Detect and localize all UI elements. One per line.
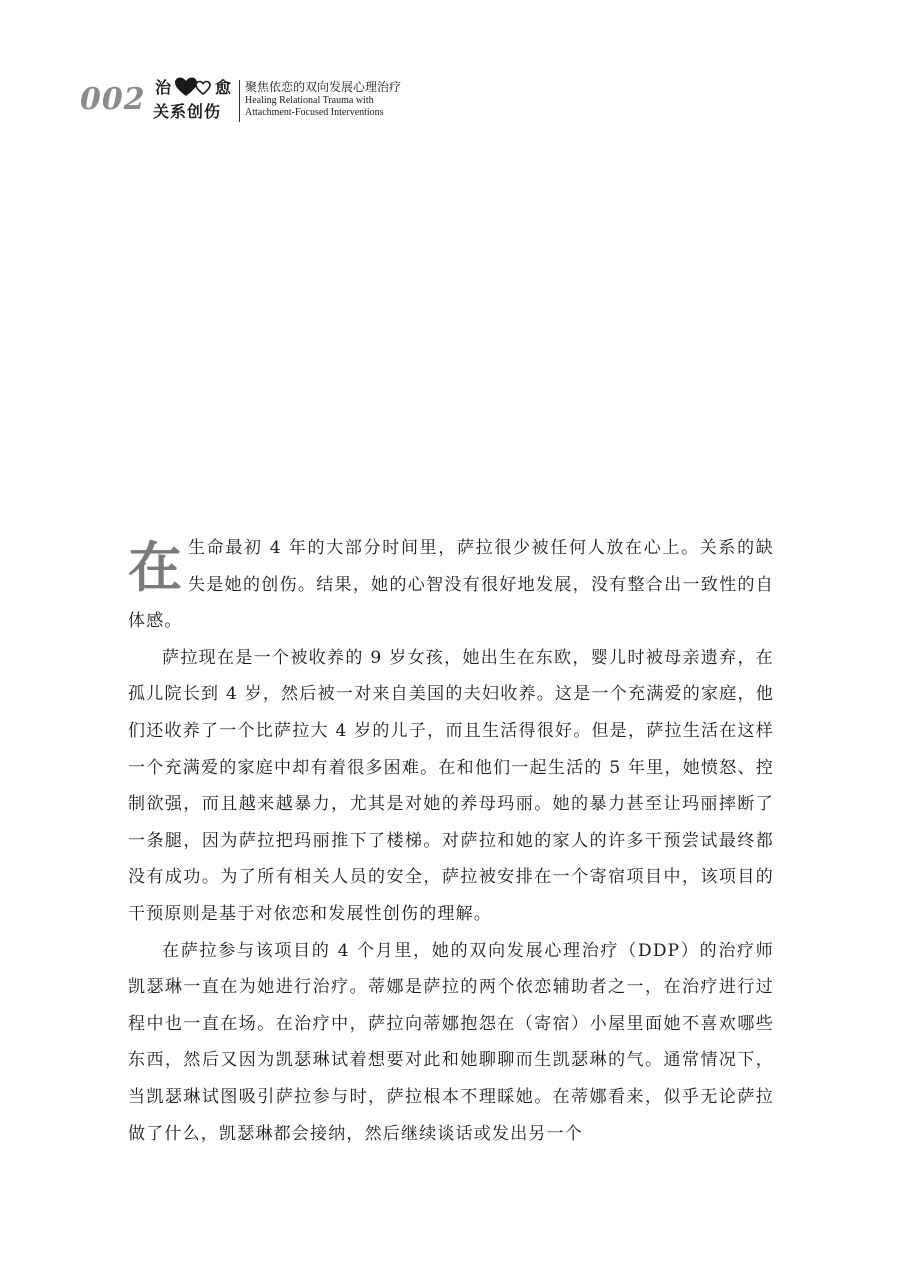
- logo-char-left: 治: [155, 78, 172, 97]
- hearts-icon: [174, 76, 214, 98]
- paragraph-1-text: 生命最初 4 年的大部分时间里，萨拉很少被任何人放在心上。关系的缺失是她的创伤。结果，她的心智没有很好地发展，没有整合出一致性的自体感。: [128, 538, 774, 632]
- paragraph-2: 萨拉现在是一个被收养的 9 岁女孩，她出生在东欧，婴儿时被母亲遗弃，在孤儿院长到 4 岁，然后被一对来自美国的夫妇收养。这是一个充满爱的家庭，他们还收养了一个比萨拉大 4 岁的儿子，而且生活得很好。但是，萨拉生活在这样一个充满爱的家庭中却有着很多困难。在和他们一起生活的 5 年里，她愤怒、控制欲强，而且越来越暴力，尤其是对她的养母玛丽。她的暴力甚至让玛丽摔断了一条腿，因为萨拉把玛丽推下了楼梯。对萨拉和她的家人的许多干预尝试最终都没有成功。为了所有相关人员的安全，萨拉被安排在一个寄宿项目中，该项目的干预原则是基于对依恋和发展性创伤的理解。: [128, 647, 774, 924]
- book-title-block: [245, 79, 401, 119]
- running-header: [80, 76, 480, 128]
- header-divider: [239, 80, 240, 122]
- body-text: [128, 530, 774, 1152]
- paragraph-1: [128, 530, 774, 640]
- logo-subtitle: 关系创伤: [153, 102, 222, 121]
- paragraph-3: 在萨拉参与该项目的 4 个月里，她的双向发展心理治疗（DDP）的治疗师凯瑟琳一直在为她进行治疗。蒂娜是萨拉的两个依恋辅助者之一，在治疗进行过程中也一直在场。在治疗中，萨拉向蒂娜抱怨在（寄宿）小屋里面她不喜欢哪些东西，然后又因为凯瑟琳试着想要对此和她聊聊而生凯瑟琳的气。通常情况下，当凯瑟琳试图吸引萨拉参与时，萨拉根本不理睬她。在蒂娜看来，似乎无论萨拉做了什么，凯瑟琳都会接纳，然后继续谈话或发出另一个: [128, 940, 774, 1144]
- book-logo: [153, 78, 235, 124]
- logo-char-right: 愈: [215, 78, 232, 97]
- book-title-en-line1: Healing Relational Trauma with: [245, 95, 374, 106]
- book-title-en-line2: Attachment-Focused Interventions: [245, 107, 384, 118]
- drop-cap: 在: [128, 535, 182, 599]
- book-title-cn: 聚焦依恋的双向发展心理治疗: [245, 80, 402, 94]
- page-number: 002: [80, 82, 146, 117]
